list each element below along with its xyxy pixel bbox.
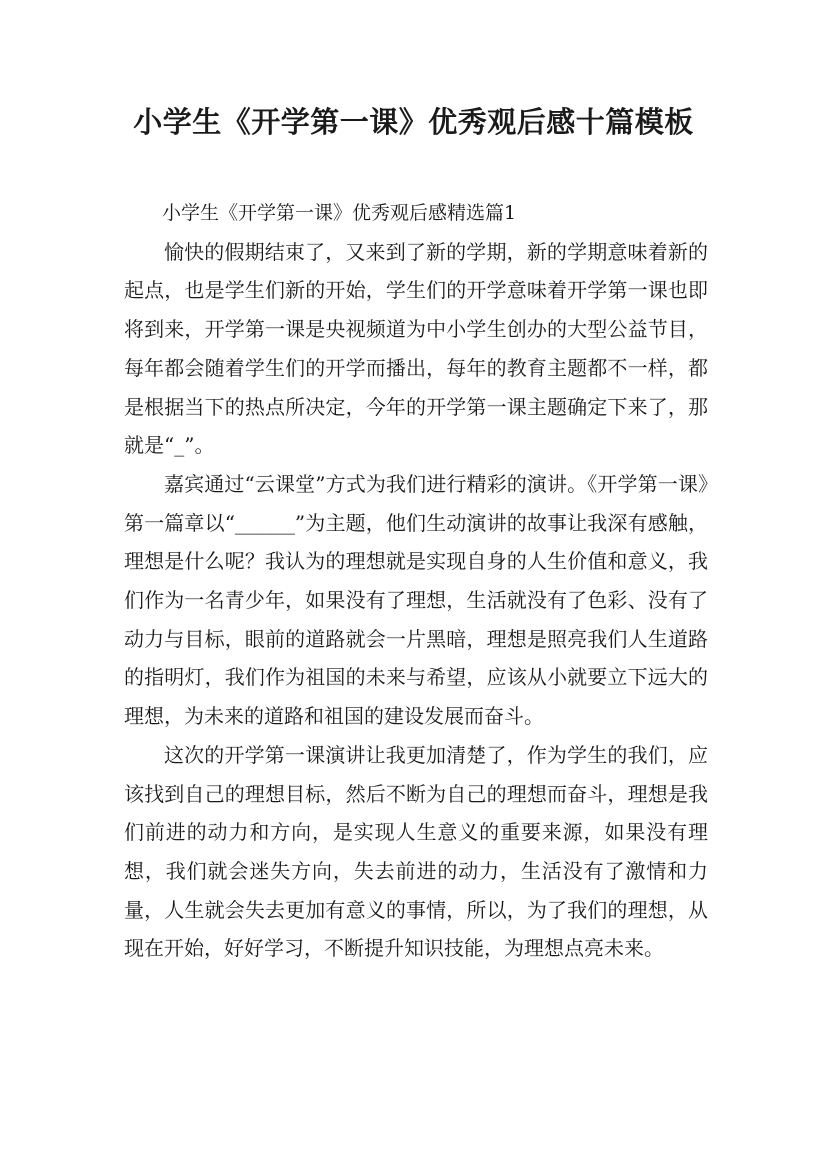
document-title: 小学生《开学第一课》优秀观后感十篇模板 [133,105,694,139]
document-body [124,194,708,968]
paragraph-3: 这次的开学第一课演讲让我更加清楚了，作为学生的我们，应该找到自己的理想目标，然后不断为自己的理想而奋斗，理想是我们前进的动力和方向，是实现人生意义的重要来源，如果没有理想，我们就会迷失方向，失去前进的动力，生活没有了激情和力量，人生就会失去更加有意义的事情，所以，为了我们的理想，从现在开始，好好学习，不断提升知识技能，为理想点亮未来。 [124,742,708,961]
paragraph-1: 愉快的假期结束了，又来到了新的学期，新的学期意味着新的起点，也是学生们新的开始，学生们的开学意味着开学第一课也即将到来，开学第一课是央视频道为中小学生创办的大型公益节目，每年都会随着学生们的开学而播出，每年的教育主题都不一样，都是根据当下的热点所决定，今年的开学第一课主题确定下来了，那就是“_”。 [124,239,708,458]
paragraph-2: 嘉宾通过“云课堂”方式为我们进行精彩的演讲。《开学第一课》第一篇章以“______”为主题，他们生动演讲的故事让我深有感触，理想是什么呢？我认为的理想就是实现自身的人生价值和意义，我们作为一名青少年，如果没有了理想，生活就没有了色彩、没有了动力与目标，眼前的道路就会一片黑暗，理想是照亮我们人生道路的指明灯，我们作为祖国的未来与希望，应该从小就要立下远大的理想，为未来的道路和祖国的建设发展而奋斗。 [124,471,708,729]
section-heading: 小学生《开学第一课》优秀观后感精选篇1 [162,202,517,224]
